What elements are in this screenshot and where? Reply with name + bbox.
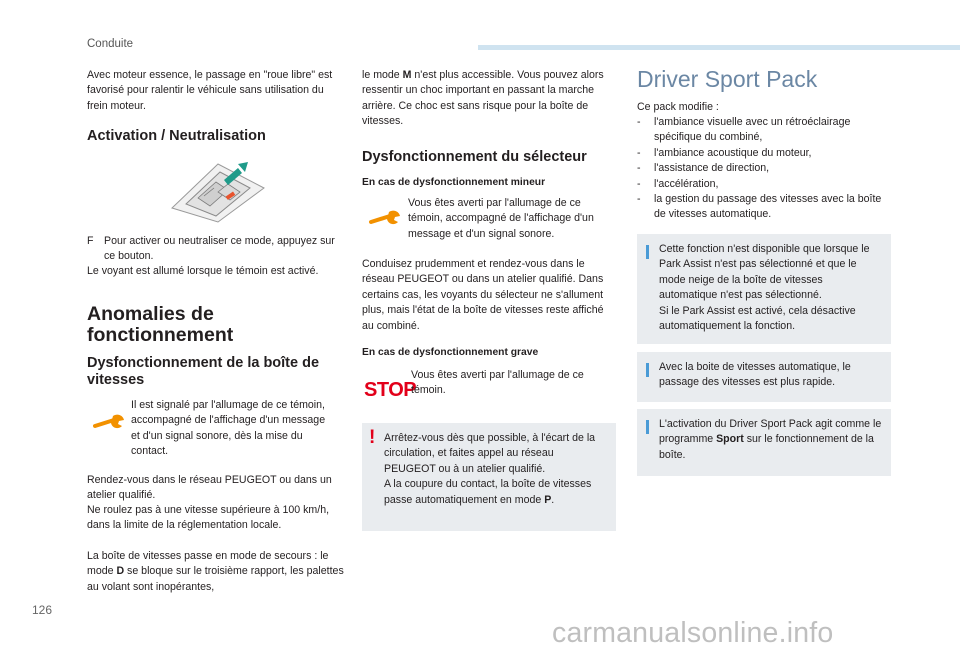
mode-d: D xyxy=(116,565,125,578)
bullet-symbol: F xyxy=(87,235,94,247)
gearbox-title: Dysfonctionnement de la boîte de vitesses xyxy=(87,355,320,388)
cont-b: n'est plus accessible. Vous pouvez alors ressentir un choc important en passant la marche arrière. Ce choc est sans risque pour la boîte de vitesses. xyxy=(362,69,604,128)
minor-warning: Vous êtes averti par l'allumage de ce témoin, accompagné de l'affichage d'un message et d'un signal sonore. xyxy=(408,197,594,240)
activation-title: Activation / Neutralisation xyxy=(87,128,266,144)
sport-intro: Ce pack modifie : xyxy=(637,101,719,113)
dash: - xyxy=(637,162,641,175)
minor-text: Conduisez prudemment et rendez-vous dans le réseau PEUGEOT ou dans un atelier qualifié. Dans certains cas, les voyants du sélecteur ne s'allument plus, mais l'état de la boîte de vitesses reste affiché au combiné. xyxy=(362,258,604,332)
info-note-gearbox xyxy=(637,352,891,402)
stop-icon: STOP xyxy=(364,379,417,401)
alert-2b: . xyxy=(551,493,555,506)
col1-intro: Avec moteur essence, le passage en "roue libre" est favorisé pour ralentir le véhicule sans utilisation du frein moteur. xyxy=(87,69,333,112)
eco-button-illustration xyxy=(166,158,266,226)
activation-bullet-text: Pour activer ou neutraliser ce mode, appuyez sur ce bouton. xyxy=(104,235,335,263)
gearbox-text-2: Ne roulez pas à une vitesse supérieure à 100 km/h, dans la limite de la réglementation locale. xyxy=(87,504,330,532)
list-item xyxy=(637,192,893,223)
page-number: 126 xyxy=(32,603,53,617)
dash: - xyxy=(637,146,641,159)
sport-mode: Sport xyxy=(716,433,744,446)
gearbox-text-3b: se bloque sur le troisième rapport, les palettes au volant sont inopérantes, xyxy=(87,565,344,593)
list-item xyxy=(637,146,893,161)
note3 xyxy=(659,417,883,463)
note2: Avec la boite de vitesses automatique, le passage des vitesses est plus rapide. xyxy=(659,361,851,389)
info-marker-icon xyxy=(646,245,649,259)
anomalies-title: Anomalies de fonctionnement xyxy=(87,303,234,346)
list-item xyxy=(637,115,893,146)
gearbox-text-1: Rendez-vous dans le réseau PEUGEOT ou dans un atelier qualifié. xyxy=(87,474,332,502)
gearbox-warning: Il est signalé par l'allumage de ce témoin, accompagné de l'affichage d'un message et d'un signal sonore, dès la mise du contact. xyxy=(131,399,326,458)
list-item-text: l'ambiance visuelle avec un rétroéclairage spécifique du combiné, xyxy=(654,116,851,144)
note3-b: sur le fonctionnement de la boîte. xyxy=(659,433,874,461)
activation-note: Le voyant est allumé lorsque le témoin est activé. xyxy=(87,265,319,277)
gearbox-text-3a: La boîte de vitesses passe en mode de secours : le mode xyxy=(87,550,329,578)
info-marker-icon xyxy=(646,363,649,377)
header-rule xyxy=(478,45,960,50)
sport-bullets xyxy=(637,115,893,223)
dash: - xyxy=(637,193,641,206)
note3-a: L'activation du Driver Sport Pack agit comme le programme xyxy=(659,418,882,446)
list-item xyxy=(637,177,893,192)
major-warning: Vous êtes averti par l'allumage de ce témoin. xyxy=(411,369,584,397)
info-marker-icon xyxy=(646,420,649,434)
mode-p: P xyxy=(544,493,552,506)
major-title: En cas de dysfonctionnement grave xyxy=(362,347,539,358)
dash: - xyxy=(637,116,641,128)
list-item-text: la gestion du passage des vitesses avec la boîte de vitesses automatique. xyxy=(654,193,882,221)
alert-icon: ! xyxy=(369,427,376,448)
section-label: Conduite xyxy=(87,38,134,50)
driver-sport-title: Driver Sport Pack xyxy=(637,66,818,92)
selector-title: Dysfonctionnement du sélecteur xyxy=(362,149,587,165)
minor-title: En cas de dysfonctionnement mineur xyxy=(362,177,546,188)
note1-a: Cette fonction n'est disponible que lorsque le Park Assist n'est pas sélectionné et que le mode neige de la boîte de vitesses automatique n'est pas sélectionné. xyxy=(659,243,870,302)
wrench-icon xyxy=(368,209,402,232)
alert-text-1: Arrêtez-vous dès que possible, à l'écart de la circulation, et faites appel au réseau PEUGEOT ou à un atelier qualifié. xyxy=(384,432,596,475)
note1-b: Si le Park Assist est activé, cela désactive automatiquement la fonction. xyxy=(659,304,856,333)
watermark: carmanualsonline.info xyxy=(552,617,834,649)
alert-text-2 xyxy=(384,477,608,508)
alert-2a: A la coupure du contact, la boîte de vitesses passe automatiquement en mode xyxy=(384,478,592,506)
list-item-text: l'accélération, xyxy=(654,177,719,190)
mode-m: M xyxy=(402,69,412,81)
cont-a: le mode xyxy=(362,69,403,81)
list-item xyxy=(637,161,893,176)
col2-continuation xyxy=(362,68,618,130)
alert-box xyxy=(362,423,616,531)
wrench-icon xyxy=(92,413,126,436)
activation-bullet xyxy=(87,234,339,265)
info-note-sport xyxy=(637,409,891,476)
list-item-text: l'assistance de direction, xyxy=(654,162,770,175)
info-note-park-assist xyxy=(637,234,891,344)
dash: - xyxy=(637,177,641,190)
gearbox-text-3 xyxy=(87,549,345,595)
list-item-text: l'ambiance acoustique du moteur, xyxy=(654,146,812,159)
